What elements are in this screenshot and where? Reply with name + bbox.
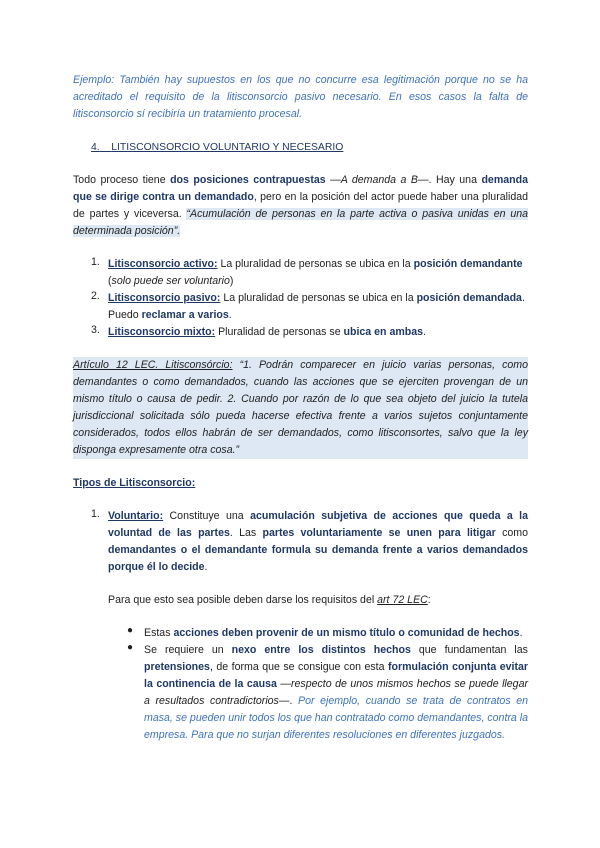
list-text: . — [423, 326, 426, 338]
voluntario-bold: partes voluntariamente se unen para litigar — [262, 527, 496, 539]
list-item — [91, 324, 528, 341]
intro-italic-1: A demanda a B — [340, 174, 418, 186]
bullet-text: — — [276, 678, 291, 690]
list-item — [91, 256, 528, 290]
bullet-icon: ● — [127, 642, 134, 653]
intro-quote: “Acumulación de personas en la parte activa o pasiva unidas en una determinada posición”. — [73, 208, 528, 237]
voluntario-bold: demandantes o el demandante formula su demanda frente a varios demandados porque él lo decide — [108, 544, 528, 573]
voluntario-text: Constituye una — [163, 510, 251, 522]
bullet-text: Se requiere un — [144, 644, 232, 656]
bullet-item — [127, 642, 529, 744]
list-label: Litisconsorcio activo: — [108, 258, 218, 270]
bullet-italic: respecto de unos mismos hechos se puede llegar a resultados contradictorios — [144, 678, 528, 707]
bullet-bold: nexo entre los distintos hechos — [231, 644, 411, 656]
list-text: ) — [229, 275, 234, 287]
list-label: Litisconsorcio mixto: — [108, 326, 216, 338]
requisitos-reference: art 72 LEC — [377, 594, 428, 606]
list-text: . — [228, 309, 232, 321]
bullet-text: —. — [278, 695, 298, 707]
tipos-list — [91, 508, 529, 576]
voluntario-text: . Las — [229, 527, 263, 539]
bullet-list — [127, 625, 529, 744]
bullet-icon: ● — [127, 625, 134, 636]
list-text: ( — [108, 275, 112, 287]
list-bold: posición demandante — [413, 258, 523, 270]
intro-text-2: — — [325, 174, 341, 186]
types-list — [91, 256, 528, 341]
list-number: 1. — [91, 256, 100, 268]
list-bold: reclamar a varios — [141, 309, 229, 321]
bullet-text: , de forma que se consigue con esta — [209, 661, 388, 673]
voluntario-text: . — [204, 561, 208, 573]
list-item — [91, 508, 529, 576]
intro-bold-2: demanda que se dirige contra un demandado — [73, 174, 528, 203]
section-number: 4. — [91, 142, 100, 153]
list-text: La pluralidad de personas se ubica en la — [220, 292, 417, 304]
list-item — [91, 290, 528, 324]
requisitos-text: : — [427, 594, 431, 606]
bullet-bold: pretensiones — [144, 661, 210, 673]
list-bold: ubica en ambas — [343, 326, 424, 338]
article-paragraph — [73, 357, 528, 459]
requisitos-text: Para que esto sea posible deben darse los requisitos del — [108, 594, 378, 606]
list-number: 1. — [91, 508, 100, 520]
article-text: “1. Podrán comparecer en juicio varias personas, como demandantes o como demandados, cuando las acciones que se ejerciten provengan de un mismo título o causa de pedir. 2. Cuando por razón de lo que sea objeto del juicio la tutela jurisdiccional solicitada sólo pueda hacerse efectiva frente a varios sujetos conjuntamente considerados, todos ellos habrán de ser demandados, como litisconsortes, salvo que la ley disponga expresamente otra cosa.” — [73, 359, 528, 456]
tipos-heading: Tipos de Litisconsorcio: — [73, 477, 196, 489]
document-page — [73, 72, 528, 744]
bullet-bold: formulación conjunta evitar la continencia de la causa — [144, 661, 529, 690]
voluntario-text: como — [495, 527, 528, 539]
intro-text-1: Todo proceso tiene — [73, 174, 171, 186]
list-label: Litisconsorcio pasivo: — [108, 292, 221, 304]
section-heading — [91, 139, 528, 156]
list-text: . Puedo — [108, 292, 525, 321]
bullet-text: . — [519, 627, 523, 639]
list-italic: solo puede ser voluntario — [111, 275, 230, 287]
list-number: 3. — [91, 324, 100, 336]
bullet-bold: acciones deben provenir de un mismo título o comunidad de hechos — [173, 627, 520, 639]
requisitos-paragraph — [108, 592, 528, 609]
list-text: Pluralidad de personas se — [215, 326, 344, 338]
voluntario-bold: acumulación subjetiva de acciones que queda a la voluntad de las partes — [108, 510, 529, 539]
list-bold: posición demandada — [416, 292, 522, 304]
voluntario-label: Voluntario: — [108, 510, 164, 522]
section-title: LITISCONSORCIO VOLUNTARIO Y NECESARIO — [111, 142, 344, 153]
bullet-item — [127, 625, 528, 642]
list-text: La pluralidad de personas se ubica en la — [217, 258, 414, 270]
intro-bold-1: dos posiciones contrapuestas — [170, 174, 326, 186]
intro-text-4: , pero en la posición del actor puede haber una pluralidad de partes y viceversa. — [73, 191, 528, 220]
example-paragraph: Ejemplo: También hay supuestos en los que no concurre esa legitimación porque no se ha acreditado el requisito de la litisconsorcio pasivo necesario. En esos casos la falta de litisconsorcio sí recibiría un tratamiento procesal. — [73, 74, 528, 120]
bullet-text: que fundamentan las — [410, 644, 528, 656]
article-reference: Artículo 12 LEC. Litisconsórcio: — [73, 359, 233, 371]
intro-text-3: —. Hay una — [417, 174, 482, 186]
bullet-example: Por ejemplo, cuando se trata de contratos en masa, se pueden unir todos los que han contratado como demandantes, contra la empresa. Para que no surjan diferentes resoluciones en diferentes juzgados. — [144, 695, 528, 741]
bullet-text: Estas — [144, 627, 174, 639]
list-number: 2. — [91, 290, 100, 302]
intro-paragraph — [73, 172, 528, 240]
